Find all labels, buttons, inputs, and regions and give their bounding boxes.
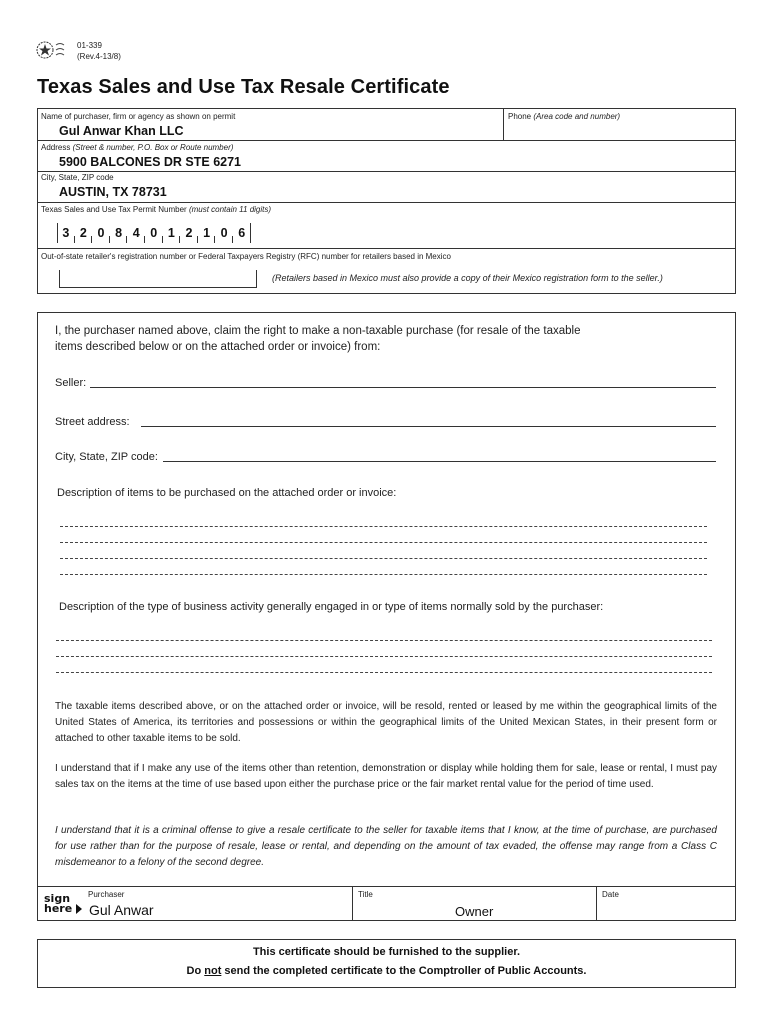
mexico-note: (Retailers based in Mexico must also provide a copy of their Mexico registration form to the seller.) <box>272 273 663 283</box>
address-label <box>41 143 233 152</box>
divider <box>37 171 736 172</box>
phone-label-text: Phone <box>508 112 532 121</box>
permit-digit[interactable]: 2 <box>180 223 198 243</box>
phone-field[interactable] <box>512 124 727 138</box>
divider <box>37 886 736 887</box>
footer-line2-post: send the completed certificate to the Comptroller of Public Accounts. <box>221 965 587 977</box>
purchaser-name-label: Name of purchaser, firm or agency as shown on permit <box>41 112 236 121</box>
permit-digit[interactable]: 0 <box>92 223 110 243</box>
claim-intro-line2: items described below or on the attached order or invoice) from: <box>55 341 381 353</box>
footer-notice-line1: This certificate should be furnished to the supplier. <box>252 946 521 958</box>
permit-digit[interactable]: 4 <box>127 223 145 243</box>
resale-statement: The taxable items described above, or on the attached order or invoice, will be resold, rented or leased by me within the geographical limits of the United States of America, its territories and possessions or within the geographical limits of the United Mexican States, in their present form or attached to other taxable items to be sold. <box>55 701 717 744</box>
permit-digit[interactable]: 8 <box>110 223 128 243</box>
purchaser-signature-label: Purchaser <box>88 890 125 899</box>
business-activity-label: Description of the type of business activity generally engaged in or type of items normally sold by the purchaser: <box>59 601 604 613</box>
sign-here-icon <box>44 894 72 914</box>
permit-digit[interactable]: 0 <box>215 223 233 243</box>
phone-hint: (Area code and number) <box>533 112 621 121</box>
permit-number-field[interactable] <box>57 223 251 243</box>
seller-label: Seller: <box>55 377 87 389</box>
city-state-zip-field[interactable]: AUSTIN, TX 78731 <box>59 185 167 199</box>
purchaser-name-field[interactable]: Gul Anwar Khan LLC <box>59 124 184 138</box>
divider <box>37 248 736 249</box>
divider <box>37 202 736 203</box>
address-label-text: Address <box>41 143 71 152</box>
items-description-line[interactable] <box>60 542 707 543</box>
permit-digit[interactable]: 1 <box>163 223 181 243</box>
purchaser-signature-field[interactable]: Gul Anwar <box>89 902 154 918</box>
footer-notice-line2 <box>37 965 736 977</box>
street-address-label: Street address: <box>55 416 130 428</box>
seller-city-label: City, State, ZIP code: <box>55 451 158 463</box>
title-label: Title <box>358 890 373 899</box>
form-number-text: 01-339 <box>77 41 102 50</box>
rfc-number-field[interactable] <box>59 270 257 288</box>
permit-hint: (must contain 11 digits) <box>188 205 272 214</box>
criminal-offense-statement: I understand that it is a criminal offense to give a resale certificate to the seller for taxable items that I know, at the time of purchase, are purchased for use rather than for the purpose of resale, lease or rental, and depending on the amount of tax evaded, the offense may range from a Class C misdemeanor to a felony of the second degree. <box>55 825 717 868</box>
revision-text: (Rev.4-13/8) <box>77 52 121 61</box>
claim-intro-line1: I, the purchaser named above, claim the right to make a non-taxable purchase (for resale of the taxable <box>55 325 581 337</box>
footer-line2-pre: Do <box>186 965 205 977</box>
street-address-field[interactable] <box>141 426 716 427</box>
permit-label-text: Texas Sales and Use Tax Permit Number <box>41 205 187 214</box>
title-field[interactable]: Owner <box>455 904 494 919</box>
sign-here-line2: here <box>44 902 73 915</box>
items-description-line[interactable] <box>60 558 707 559</box>
permit-digit[interactable]: 1 <box>198 223 216 243</box>
pointer-arrow-icon <box>75 903 83 915</box>
permit-digit[interactable]: 2 <box>75 223 93 243</box>
business-activity-line[interactable] <box>56 672 712 673</box>
permit-digit[interactable]: 3 <box>57 223 75 243</box>
rfc-label: Out-of-state retailer's registration number or Federal Taxpayers Registry (RFC) number for retailers based in Mexico <box>41 252 451 261</box>
form-number <box>77 40 121 62</box>
city-state-zip-label: City, State, ZIP code <box>41 173 114 182</box>
divider <box>503 108 504 140</box>
seller-city-field[interactable] <box>163 461 716 462</box>
items-description-line[interactable] <box>60 574 707 575</box>
sign-here-line1: sign <box>44 892 71 905</box>
items-description-label: Description of items to be purchased on the attached order or invoice: <box>57 487 397 499</box>
footer-line2-not: not <box>204 965 222 977</box>
permit-digit[interactable]: 6 <box>233 223 251 243</box>
phone-label <box>508 112 620 121</box>
items-description-line[interactable] <box>60 526 707 527</box>
divider <box>352 886 353 921</box>
use-tax-statement: I understand that if I make any use of the items other than retention, demonstration or display while holding them for sale, lease or rental, I must pay sales tax on the items at the time of use based upon either the purchase price or the fair market rental value for the period of time used. <box>55 763 717 790</box>
texas-seal-icon <box>36 40 74 60</box>
divider <box>37 140 736 141</box>
divider <box>596 886 597 921</box>
address-field[interactable]: 5900 BALCONES DR STE 6271 <box>59 155 242 169</box>
permit-digit[interactable]: 0 <box>145 223 163 243</box>
permit-number-label <box>41 205 271 214</box>
page-title: Texas Sales and Use Tax Resale Certificate <box>37 76 450 98</box>
seller-field[interactable] <box>90 387 716 388</box>
date-field[interactable] <box>604 904 729 918</box>
address-hint: (Street & number, P.O. Box or Route number) <box>72 143 234 152</box>
business-activity-line[interactable] <box>56 656 712 657</box>
date-label: Date <box>602 890 619 899</box>
business-activity-line[interactable] <box>56 640 712 641</box>
